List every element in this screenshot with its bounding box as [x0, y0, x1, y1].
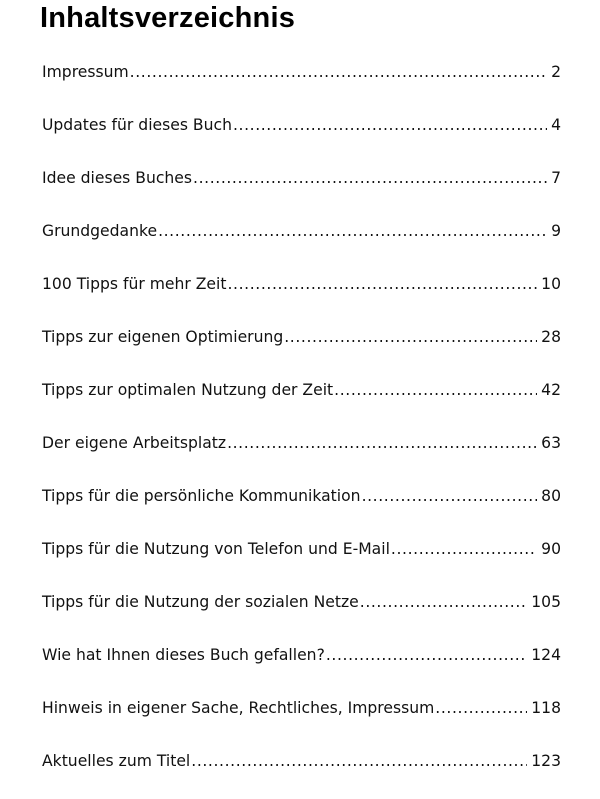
- toc-page-number: 118: [531, 699, 561, 717]
- toc-entry-label: Tipps zur eigenen Optimierung: [42, 328, 284, 346]
- toc-page-number: 80: [541, 487, 561, 505]
- toc-page-number: 123: [531, 752, 561, 770]
- toc-dot-leader: [227, 269, 537, 299]
- toc-entry-grundgedanke[interactable]: [42, 216, 561, 269]
- toc-dot-leader: [191, 746, 527, 776]
- toc-dot-leader: [362, 481, 538, 511]
- toc-page-number: 105: [531, 593, 561, 611]
- toc-entry-soziale-netze[interactable]: [42, 587, 561, 640]
- toc-entry-100-tipps[interactable]: [42, 269, 561, 322]
- toc-page-number: 124: [531, 646, 561, 664]
- toc-entry-optimierung[interactable]: [42, 322, 561, 375]
- toc-entry-label: Tipps zur optimalen Nutzung der Zeit: [42, 381, 334, 399]
- toc-dot-leader: [193, 163, 547, 193]
- toc-page-number: 7: [551, 169, 561, 187]
- toc-entry-arbeitsplatz[interactable]: [42, 428, 561, 481]
- toc-page-number: 9: [551, 222, 561, 240]
- toc-entry-label: Der eigene Arbeitsplatz: [42, 434, 227, 452]
- toc-dot-leader: [158, 216, 547, 246]
- toc-dot-leader: [326, 640, 527, 670]
- toc-dot-leader: [360, 587, 527, 617]
- toc-dot-leader: [130, 57, 547, 87]
- toc-dot-leader: [233, 110, 547, 140]
- toc-page-number: 90: [541, 540, 561, 558]
- toc-entry-nutzung-zeit[interactable]: [42, 375, 561, 428]
- toc-dot-leader: [334, 375, 537, 405]
- toc-entry-label: Impressum: [42, 63, 129, 81]
- toc-page-number: 28: [541, 328, 561, 346]
- toc-entry-label: Tipps für die persönliche Kommunikation: [42, 487, 361, 505]
- toc-entry-label: Tipps für die Nutzung von Telefon und E-Mail: [42, 540, 390, 558]
- toc-entry-impressum[interactable]: [42, 57, 561, 110]
- toc-entry-aktuelles[interactable]: [42, 746, 561, 799]
- toc-dot-leader: [227, 428, 537, 458]
- toc-entry-label: Grundgedanke: [42, 222, 158, 240]
- toc-entry-idee[interactable]: [42, 163, 561, 216]
- toc-page-number: 63: [541, 434, 561, 452]
- toc-page-number: 2: [551, 63, 561, 81]
- toc-page-number: 4: [551, 116, 561, 134]
- toc-entry-label: Aktuelles zum Titel: [42, 752, 191, 770]
- toc-entry-label: Idee dieses Buches: [42, 169, 193, 187]
- toc-entry-hinweis[interactable]: [42, 693, 561, 746]
- toc-list: [42, 57, 561, 799]
- toc-dot-leader: [391, 534, 537, 564]
- toc-page-number: 10: [541, 275, 561, 293]
- toc-entry-kommunikation[interactable]: [42, 481, 561, 534]
- toc-entry-label: Tipps für die Nutzung der sozialen Netze: [42, 593, 359, 611]
- toc-entry-gefallen[interactable]: [42, 640, 561, 693]
- toc-entry-label: Updates für dieses Buch: [42, 116, 232, 134]
- toc-entry-telefon-email[interactable]: [42, 534, 561, 587]
- toc-dot-leader: [435, 693, 527, 723]
- toc-entry-label: Hinweis in eigener Sache, Rechtliches, Impressum: [42, 699, 435, 717]
- toc-entry-updates[interactable]: [42, 110, 561, 163]
- toc-dot-leader: [284, 322, 537, 352]
- toc-entry-label: 100 Tipps für mehr Zeit: [42, 275, 227, 293]
- toc-page-number: 42: [541, 381, 561, 399]
- toc-heading: Inhaltsverzeichnis: [40, 2, 296, 34]
- toc-entry-label: Wie hat Ihnen dieses Buch gefallen?: [42, 646, 325, 664]
